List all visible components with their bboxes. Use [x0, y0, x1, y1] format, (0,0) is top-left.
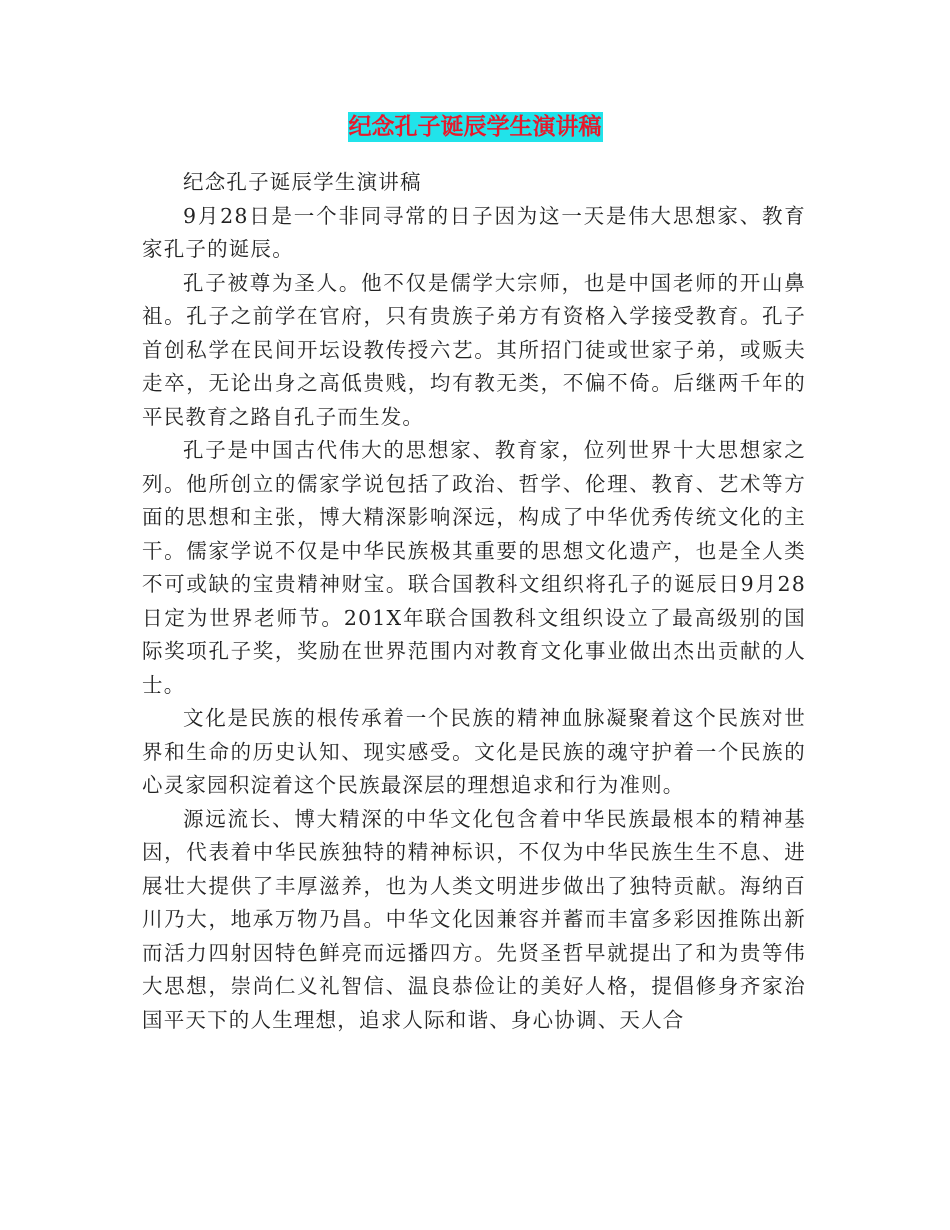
paragraph-1: 9月28日是一个非同寻常的日子因为这一天是伟大思想家、教育家孔子的诞辰。	[142, 203, 806, 261]
document-body	[142, 166, 806, 1037]
paragraph-5: 源远流长、博大精深的中华文化包含着中华民族最根本的精神基因，代表着中华民族独特的精神标识，不仅为中华民族生生不息、进展壮大提供了丰厚滋养，也为人类文明进步做出了独特贡献。海纳百川乃大，地承万物乃昌。中华文化因兼容并蓄而丰富多彩因推陈出新而活力四射因特色鲜亮而远播四方。先贤圣哲早就提出了和为贵等伟大思想，崇尚仁义礼智信、温良恭俭让的美好人格，提倡修身齐家治国平天下的人生理想，追求人际和谐、身心协调、天人合	[142, 806, 806, 1032]
paragraph-2: 孔子被尊为圣人。他不仅是儒学大宗师，也是中国老师的开山鼻祖。孔子之前学在官府，只有贵族子弟方有资格入学接受教育。孔子首创私学在民间开坛设教传授六艺。其所招门徒或世家子弟，或贩夫走卒，无论出身之高低贵贱，均有教无类，不偏不倚。后继两千年的平民教育之路自孔子而生发。	[142, 270, 806, 429]
paragraph-3: 孔子是中国古代伟大的思想家、教育家，位列世界十大思想家之列。他所创立的儒家学说包括了政治、哲学、伦理、教育、艺术等方面的思想和主张，博大精深影响深远，构成了中华优秀传统文化的主干。儒家学说不仅是中华民族极其重要的思想文化遗产，也是全人类不可或缺的宝贵精神财宝。联合国教科文组织将孔子的诞辰日9月28日定为世界老师节。201X年联合国教科文组织设立了最高级别的国际奖项孔子奖，奖励在世界范围内对教育文化事业做出杰出贡献的人士。	[142, 438, 806, 697]
paragraph-subtitle: 纪念孔子诞辰学生演讲稿	[183, 170, 422, 194]
document-title: 纪念孔子诞辰学生演讲稿	[348, 113, 602, 140]
paragraph-4: 文化是民族的根传承着一个民族的精神血脉凝聚着这个民族对世界和生命的历史认知、现实感受。文化是民族的魂守护着一个民族的心灵家园积淀着这个民族最深层的理想追求和行为准则。	[142, 706, 806, 797]
title-container	[0, 112, 950, 142]
